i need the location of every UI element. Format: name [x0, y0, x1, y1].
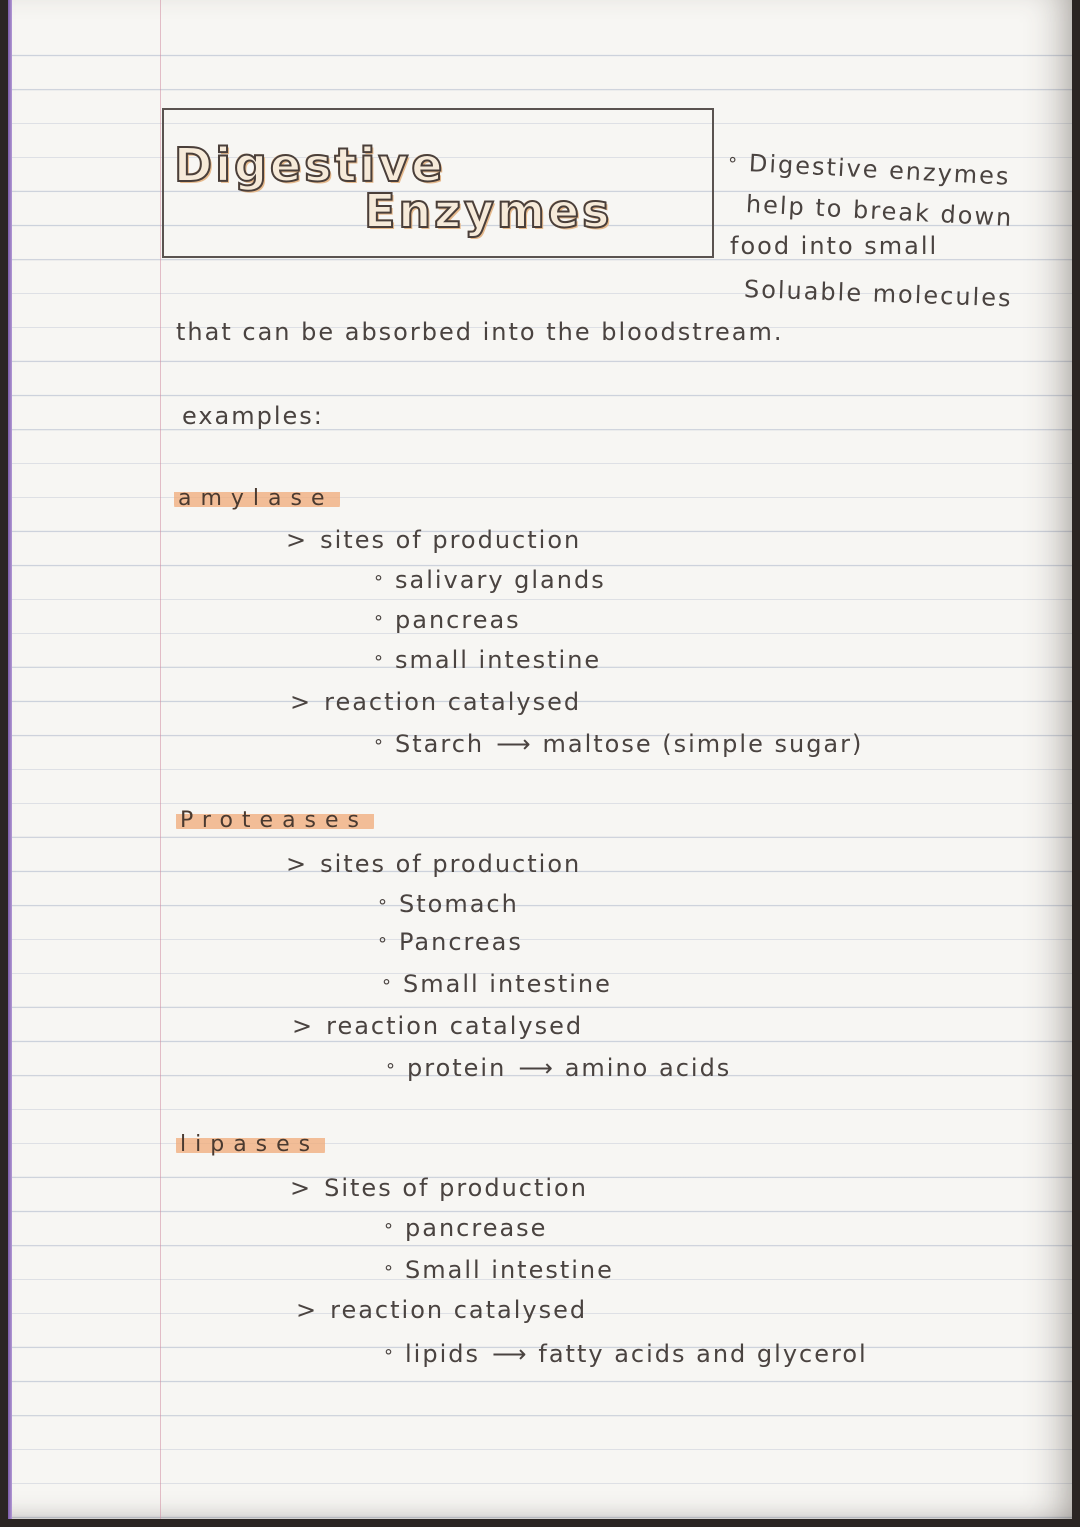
sites-label-amylase: > sites of production: [286, 526, 582, 554]
title-line-1: Digestive: [174, 138, 446, 192]
reaction-amylase: ° Starch ⟶ maltose (simple sugar): [374, 730, 864, 758]
arrow-right-icon: ⟶: [491, 1340, 527, 1368]
notebook-page: [8, 0, 1072, 1519]
section-heading-lipases: lipases: [176, 1130, 325, 1157]
sites-label-lipases: > Sites of production: [290, 1174, 588, 1202]
bullet-icon: °: [382, 976, 393, 997]
site-item: ° Stomach: [378, 890, 519, 918]
section-heading-proteases: Proteases: [176, 806, 374, 833]
arrow-right-icon: ⟶: [496, 730, 531, 758]
site-item: ° Small intestine: [384, 1256, 614, 1284]
bullet-icon: °: [374, 736, 385, 757]
chevron-icon: >: [290, 688, 313, 716]
bullet-icon: °: [378, 934, 389, 955]
site-item: ° Small intestine: [382, 970, 612, 998]
chevron-icon: >: [292, 1012, 315, 1040]
site-item: ° salivary glands: [374, 566, 606, 594]
chevron-icon: >: [286, 850, 309, 878]
bullet-icon: °: [378, 896, 389, 917]
reaction-label-proteases: > reaction catalysed: [292, 1012, 584, 1040]
site-item: ° pancrease: [384, 1214, 548, 1242]
chevron-icon: >: [286, 526, 309, 554]
intro-line-5: that can be absorbed into the bloodstream.: [176, 318, 784, 346]
bullet-icon: °: [384, 1220, 395, 1241]
sites-label-proteases: > sites of production: [286, 850, 582, 878]
bullet-icon: °: [374, 612, 385, 633]
bullet-icon: °: [384, 1346, 395, 1367]
reaction-label-lipases: > reaction catalysed: [296, 1296, 588, 1324]
chevron-icon: >: [290, 1174, 313, 1202]
reaction-proteases: ° protein ⟶ amino acids: [386, 1054, 732, 1082]
title-line-2: Enzymes: [364, 184, 613, 238]
title-box: [162, 108, 714, 258]
bullet-icon: °: [374, 652, 385, 673]
site-item: ° Pancreas: [378, 928, 523, 956]
arrow-right-icon: ⟶: [518, 1054, 553, 1082]
site-item: ° small intestine: [374, 646, 602, 674]
reaction-lipases: ° lipids ⟶ fatty acids and glycerol: [384, 1340, 868, 1368]
examples-label: examples:: [182, 402, 324, 430]
section-heading-amylase: amylase: [174, 484, 340, 511]
intro-line-2: help to break down: [745, 190, 1014, 232]
intro-line-1: [727, 148, 1011, 191]
intro-text-1: Digestive enzymes: [748, 149, 1012, 191]
margin-line: [160, 0, 161, 1519]
bullet-icon: °: [384, 1262, 395, 1283]
reaction-label-amylase: > reaction catalysed: [290, 688, 582, 716]
bullet-icon: °: [727, 154, 740, 176]
bullet-icon: °: [374, 572, 385, 593]
notebook-binding: [8, 0, 12, 1519]
bullet-icon: °: [386, 1060, 397, 1081]
intro-line-3: food into small: [730, 232, 939, 260]
site-item: ° pancreas: [374, 606, 521, 634]
chevron-icon: >: [296, 1296, 319, 1324]
intro-line-4: Soluable molecules: [743, 275, 1013, 313]
